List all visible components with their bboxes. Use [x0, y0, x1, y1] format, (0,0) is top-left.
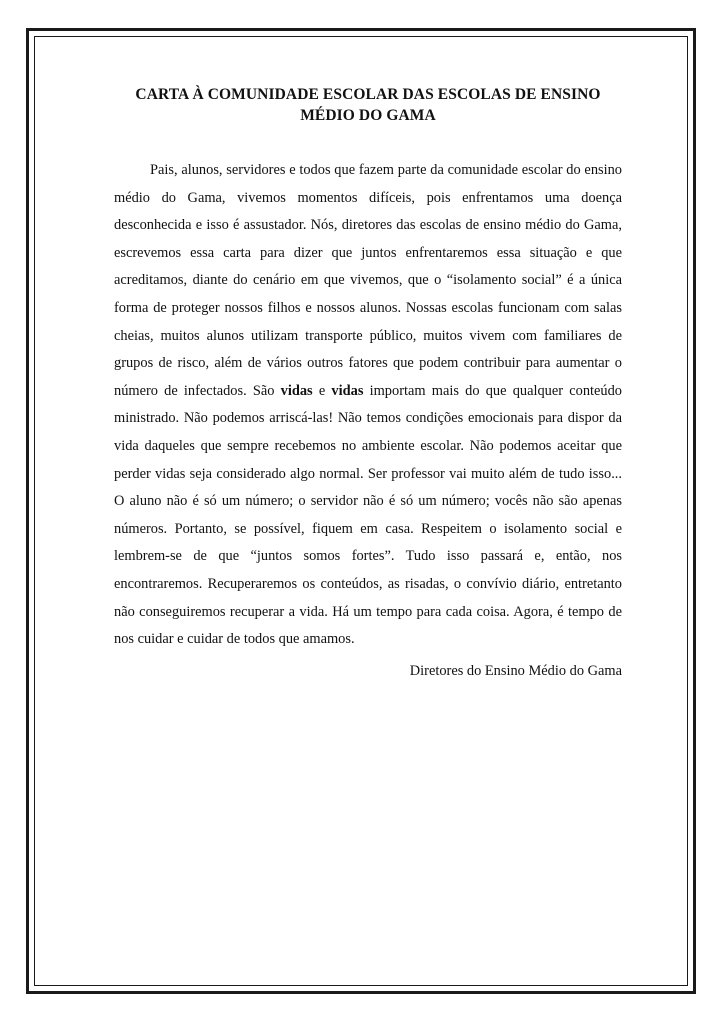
letter-body — [114, 157, 622, 654]
bold-word-vidas-1: vidas — [280, 382, 313, 399]
title-line-1: CARTA À COMUNIDADE ESCOLAR DAS ESCOLAS DE ENSINO — [135, 86, 601, 103]
bold-word-vidas-2: vidas — [331, 382, 364, 399]
body-text-part-2: importam mais do que qualquer conteúdo ministrado. Não podemos arriscá-las! Não temos condições emocionais para dispor da vida daqueles que sempre recebemos no ambiente escolar. Não podemos aceitar que perder vidas seja considerado algo normal. Ser professor vai muito além de tudo isso... O aluno não é só um número; o servidor não é só um número; vocês não são apenas números. Portanto, se possível, fiquem em casa. Respeitem o isolamento social e lembrem-se de que “juntos somos fortes”. Tudo isso passará e, então, nos encontraremos. Recuperaremos os conteúdos, as risadas, o convívio diário, entretanto não conseguiremos recuperar a vida. Há um tempo para cada coisa. Agora, é tempo de nos cuidar e cuidar de todos que amamos. — [114, 382, 622, 648]
body-text-part-1: Pais, alunos, servidores e todos que fazem parte da comunidade escolar do ensino médio do Gama, vivemos momentos difíceis, pois enfrentamos uma doença desconhecida e isso é assustador. Nós, diretores das escolas de ensino médio do Gama, escrevemos essa carta para dizer que juntos enfrentaremos essa situação e que acreditamos, diante do cenário em que vivemos, que o “isolamento social” é a única forma de proteger nossos filhos e nossos alunos. Nossas escolas funcionam com salas cheias, muitos alunos utilizam transporte público, muitos vivem com familiares de grupos de risco, além de vários outros fatores que podem contribuir para aumentar o número de infectados. São — [114, 162, 622, 399]
letter-signature: Diretores do Ensino Médio do Gama — [409, 662, 622, 679]
letter-title — [114, 84, 622, 126]
title-line-2: MÉDIO DO GAMA — [300, 107, 436, 124]
letter-content — [114, 84, 622, 685]
body-conjunction: e — [312, 382, 332, 399]
